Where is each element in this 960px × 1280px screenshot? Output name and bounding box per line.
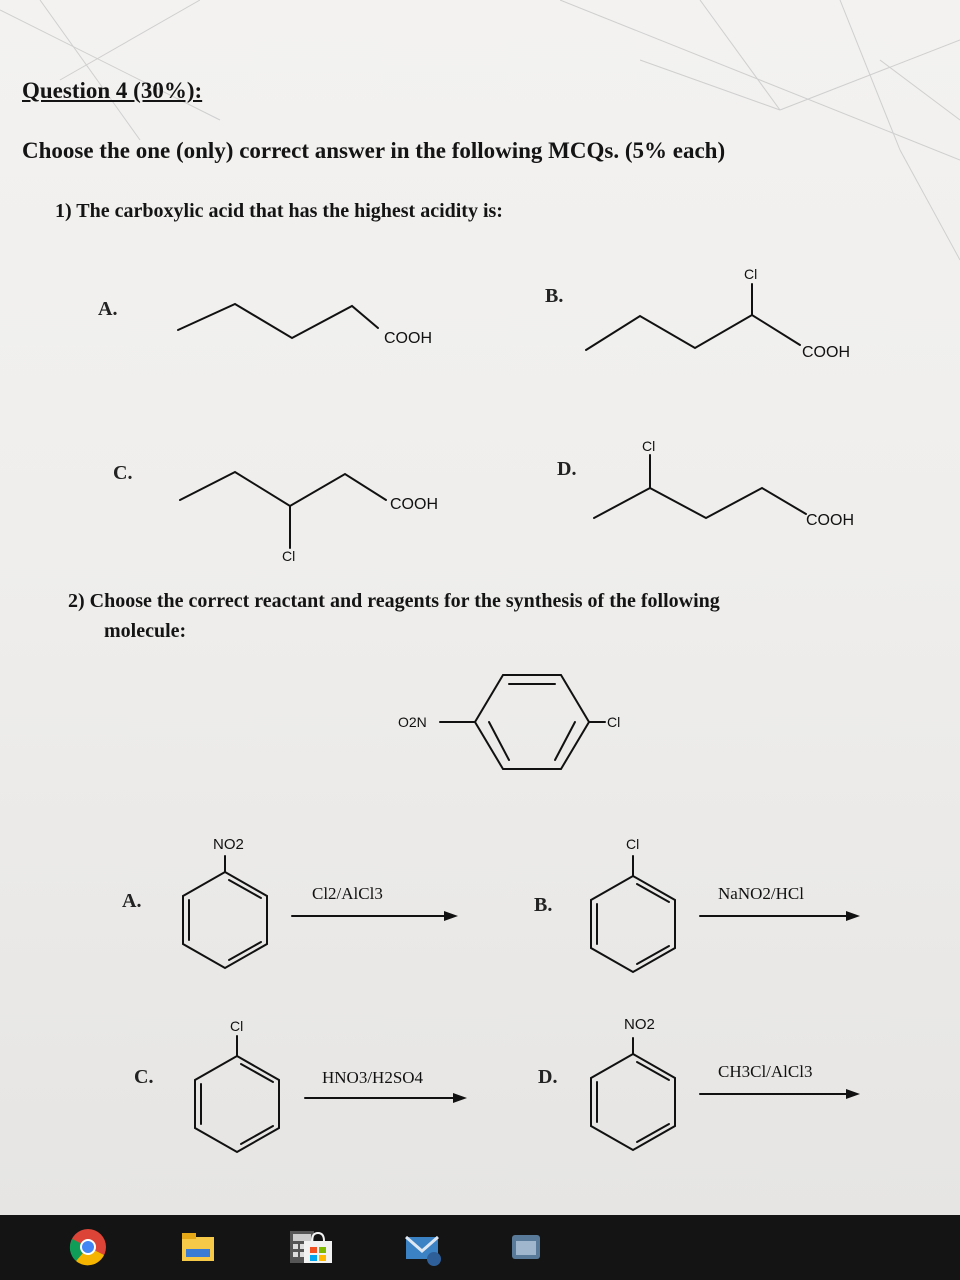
q2-option-c-letter: C.	[134, 1066, 154, 1088]
q2-d-arrow-head	[846, 1089, 860, 1099]
q2-a-benzene-ring	[183, 856, 267, 968]
q2-a-substituent: NO2	[213, 836, 244, 853]
q1-c-group: COOH	[390, 496, 438, 513]
q2-c-reagent: HNO3/H2SO4	[322, 1068, 424, 1087]
q1-option-d-letter: D.	[557, 458, 577, 480]
q1-b-substituent: Cl	[744, 266, 758, 282]
q2-d-benzene-ring	[591, 1038, 675, 1150]
q2-c-benzene-ring	[195, 1036, 279, 1152]
q2-b-reagent: NaNO2/HCl	[718, 884, 804, 903]
q2-b-arrow-head	[846, 911, 860, 921]
q1-text: 1) The carboxylic acid that has the highest acidity is:	[55, 200, 503, 222]
instruction-text: Choose the one (only) correct answer in the following MCQs. (5% each)	[22, 138, 726, 163]
q1-c-substituent: Cl	[282, 548, 296, 564]
q1-d-chain	[594, 488, 806, 518]
q2-b-benzene-ring	[591, 856, 675, 972]
q1-option-c-letter: C.	[113, 462, 133, 484]
q2-option-a-letter: A.	[122, 890, 142, 912]
q1-option-b-letter: B.	[545, 285, 564, 307]
question-heading: Question 4 (30%):	[22, 78, 203, 103]
q2-b-substituent: Cl	[626, 836, 640, 852]
q1-b-group: COOH	[802, 344, 850, 361]
q2-d-substituent: NO2	[624, 1016, 655, 1033]
q1-b-chain	[586, 315, 800, 350]
mail-icon[interactable]	[402, 1227, 442, 1267]
store-icon[interactable]	[298, 1227, 338, 1267]
photos-icon[interactable]	[506, 1227, 546, 1267]
q2-a-reagent: Cl2/AlCl3	[312, 884, 383, 903]
q2-d-reagent: CH3Cl/AlCl3	[718, 1062, 813, 1081]
chrome-icon[interactable]	[68, 1227, 108, 1267]
target-left-group: O2N	[398, 714, 427, 730]
target-right-group: Cl	[607, 714, 621, 730]
taskbar	[0, 1215, 960, 1280]
q2-c-substituent: Cl	[230, 1018, 244, 1034]
target-benzene-ring	[440, 675, 605, 769]
q1-a-chain	[178, 304, 378, 338]
file-explorer-icon[interactable]	[178, 1227, 218, 1267]
q2-text-line1: 2) Choose the correct reactant and reagents for the synthesis of the following	[68, 590, 720, 612]
q1-d-substituent: Cl	[642, 438, 656, 454]
q2-option-d-letter: D.	[538, 1066, 558, 1088]
q2-a-arrow-head	[444, 911, 458, 921]
q1-d-group: COOH	[806, 512, 854, 529]
q2-text-line2: molecule:	[104, 620, 187, 642]
q1-a-group: COOH	[384, 330, 432, 347]
q1-c-chain	[180, 472, 386, 506]
q2-c-arrow-head	[453, 1093, 467, 1103]
q1-option-a-letter: A.	[98, 298, 118, 320]
q2-option-b-letter: B.	[534, 894, 553, 916]
